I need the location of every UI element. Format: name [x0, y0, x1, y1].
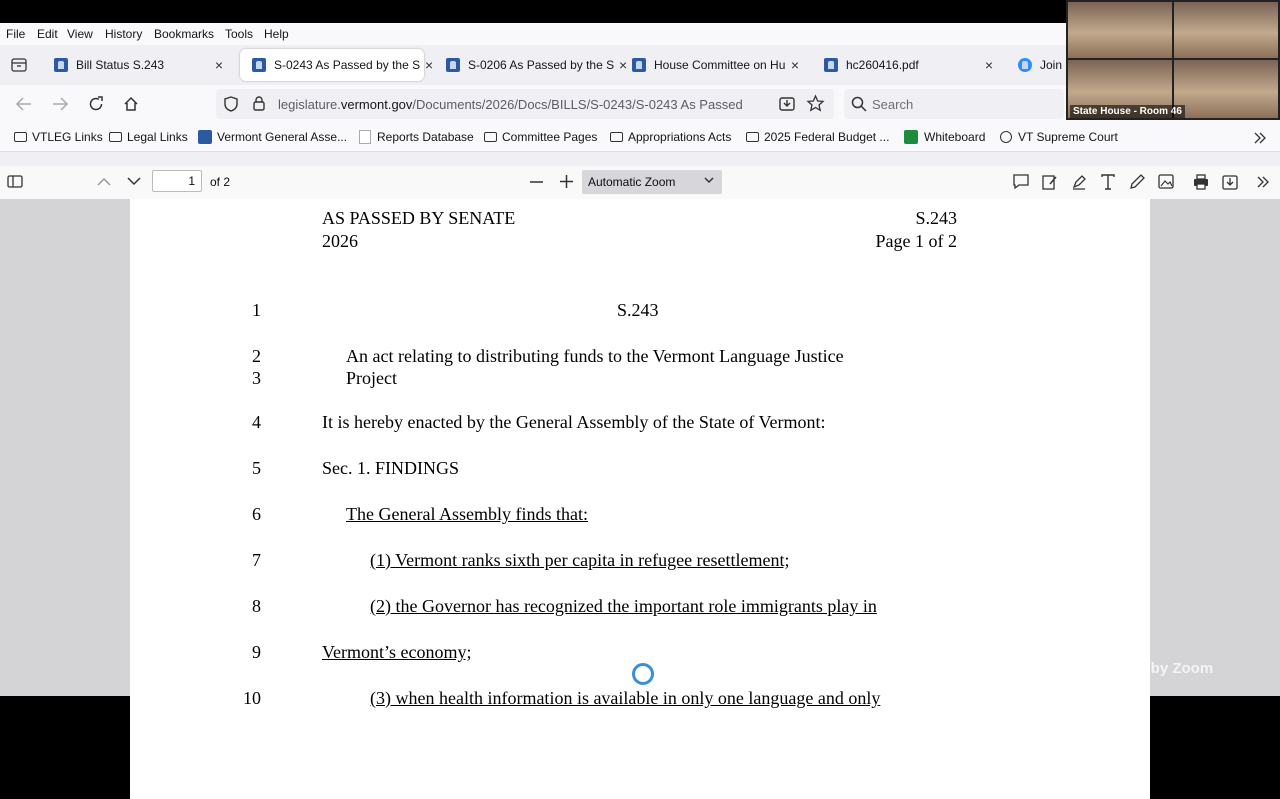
url-prefix: legislature.: [278, 97, 341, 112]
bookmark-label: Legal Links: [127, 130, 188, 144]
bookmark-label: Vermont General Asse...: [217, 130, 348, 144]
pdf-page: [130, 199, 1150, 799]
loading-spinner-icon: [632, 663, 654, 685]
menu-file[interactable]: File: [6, 27, 26, 41]
sidebar-toggle-icon[interactable]: [7, 175, 23, 188]
reload-icon[interactable]: [88, 96, 104, 112]
legislature-favicon-icon: [252, 58, 266, 72]
legislature-favicon-icon: [632, 58, 646, 72]
header-left-year: 2026: [322, 231, 358, 251]
close-tab-icon[interactable]: ×: [619, 57, 628, 73]
bookmark-whiteboard[interactable]: [904, 130, 985, 144]
save-page-icon[interactable]: [779, 96, 795, 112]
bookmarks-toolbar: [0, 125, 1280, 152]
zoom-select[interactable]: [582, 170, 722, 194]
tab-title: hc260416.pdf: [846, 58, 919, 72]
comment-icon[interactable]: [1013, 174, 1029, 189]
tab-title: S-0206 As Passed by the S: [468, 58, 615, 72]
tools-menu-icon[interactable]: [1257, 176, 1269, 188]
tab-manager-icon[interactable]: [11, 58, 27, 72]
tab-title: Bill Status S.243: [76, 58, 165, 72]
document-line: Sec. 1. FINDINGS: [322, 458, 459, 478]
folder-icon: [746, 132, 759, 142]
bookmark-committee-pages[interactable]: [484, 130, 597, 144]
close-tab-icon[interactable]: ×: [425, 57, 434, 73]
tab-hc260416-pdf[interactable]: [812, 49, 1004, 81]
line-number: 8: [252, 596, 261, 616]
line-number: 1: [252, 300, 261, 320]
folder-icon: [610, 132, 623, 142]
tab-bill-status[interactable]: [42, 49, 234, 81]
video-feed: [1174, 60, 1278, 118]
document-line: The General Assembly finds that:: [346, 504, 588, 524]
whiteboard-favicon-icon: [904, 130, 918, 144]
download-icon[interactable]: [1222, 174, 1238, 190]
menu-edit[interactable]: Edit: [37, 27, 58, 41]
tab-title: S-0243 As Passed by the S: [274, 58, 421, 72]
bookmark-label: Whiteboard: [924, 130, 986, 144]
menu-tools[interactable]: Tools: [225, 27, 254, 41]
line-number: 2: [252, 346, 261, 366]
back-arrow-icon[interactable]: [16, 97, 32, 111]
globe-icon: [1000, 131, 1012, 143]
powered-by-zoom-watermark: Powered by Zoom: [1084, 660, 1214, 677]
line-number: 5: [252, 458, 261, 478]
bookmark-2025-federal-budget[interactable]: [746, 130, 889, 144]
bookmark-label: VTLEG Links: [32, 130, 103, 144]
folder-icon: [109, 132, 122, 142]
line-number: 6: [252, 504, 261, 524]
document-line: An act relating to distributing funds to the Vermont Language Justice: [346, 346, 844, 366]
print-icon[interactable]: [1193, 174, 1209, 190]
close-tab-icon[interactable]: ×: [984, 57, 994, 73]
menu-help[interactable]: Help: [264, 27, 289, 41]
url-domain: vermont.gov: [340, 97, 413, 112]
pdf-viewer[interactable]: [0, 199, 1280, 708]
draw-icon[interactable]: [1129, 174, 1145, 190]
zoom-out-icon[interactable]: [530, 181, 543, 183]
more-bookmarks-chevron-icon[interactable]: [1254, 132, 1266, 144]
document-line: (1) Vermont ranks sixth per capita in refugee resettlement;: [370, 550, 790, 570]
chevron-down-icon: [704, 176, 714, 184]
line-number: 3: [252, 368, 261, 388]
sign-icon[interactable]: [1042, 174, 1058, 190]
bookmark-reports-database[interactable]: [359, 130, 474, 144]
tab-house-committee[interactable]: [620, 49, 810, 81]
page-number-input[interactable]: 1: [152, 170, 202, 192]
address-bar[interactable]: [216, 89, 834, 119]
tab-zoom-join[interactable]: [1006, 49, 1066, 81]
text-tool-icon[interactable]: [1100, 174, 1116, 190]
browser-window: [0, 23, 1280, 708]
bookmark-vt-supreme-court[interactable]: [1000, 130, 1118, 144]
legislature-favicon-icon: [824, 58, 838, 72]
home-icon[interactable]: [123, 96, 139, 112]
url-text[interactable]: [278, 97, 768, 112]
search-icon: [851, 96, 867, 112]
tab-title: Join: [1040, 58, 1063, 72]
menu-view[interactable]: View: [67, 27, 93, 41]
close-tab-icon[interactable]: ×: [790, 57, 800, 73]
highlight-icon[interactable]: [1071, 174, 1087, 190]
document-line: Vermont’s economy;: [322, 642, 472, 662]
tab-s0206[interactable]: [434, 49, 628, 81]
zoom-in-icon[interactable]: [560, 175, 573, 188]
bookmark-star-icon[interactable]: [807, 95, 824, 112]
tab-title: House Committee on Hu: [654, 58, 786, 72]
page-count: of 2: [210, 175, 231, 189]
tab-s0243[interactable]: [240, 49, 434, 81]
search-placeholder: Search: [872, 97, 914, 112]
line-number: 7: [252, 550, 261, 570]
document-line: Project: [346, 368, 397, 388]
legislature-favicon-icon: [198, 130, 212, 144]
bookmark-legal-links[interactable]: [109, 130, 188, 144]
folder-icon: [14, 132, 27, 142]
document-line: (2) the Governor has recognized the important role immigrants play in: [370, 596, 877, 616]
pdf-toolbar: [0, 166, 1280, 200]
search-box[interactable]: [844, 89, 1064, 119]
zoom-favicon-icon: [1018, 58, 1032, 72]
line-number: 9: [252, 642, 261, 662]
bookmark-vermont-general-assembly[interactable]: [198, 130, 347, 144]
lock-icon[interactable]: [253, 96, 265, 111]
forward-arrow-icon[interactable]: [52, 97, 68, 111]
line-number: 4: [252, 412, 261, 432]
bookmark-appropriations-acts[interactable]: [610, 130, 731, 144]
document-line: (3) when health information is available in only one language and only: [370, 688, 881, 708]
next-page-icon[interactable]: [127, 177, 141, 186]
legislature-favicon-icon: [446, 58, 460, 72]
menu-bookmarks[interactable]: Bookmarks: [154, 27, 215, 41]
bookmark-label: 2025 Federal Budget ...: [764, 130, 890, 144]
zoom-video-thumbnail[interactable]: [1066, 0, 1280, 120]
shield-icon[interactable]: [224, 96, 238, 112]
bookmark-label: Reports Database: [377, 130, 474, 144]
document-line: It is hereby enacted by the General Assembly of the State of Vermont:: [322, 412, 826, 432]
video-feed: [1174, 2, 1278, 58]
url-path: /Documents/2026/Docs/BILLS/S-0243/S-0243 As Passed: [412, 97, 743, 112]
header-right-page: Page 1 of 2: [875, 231, 957, 251]
room-label: State House - Room 46: [1070, 105, 1185, 118]
image-icon[interactable]: [1158, 174, 1174, 189]
bookmark-label: Committee Pages: [502, 130, 598, 144]
close-tab-icon[interactable]: ×: [214, 57, 224, 73]
video-feed: [1068, 2, 1172, 58]
previous-page-icon[interactable]: [97, 177, 111, 186]
bookmark-vtleg-links[interactable]: [14, 130, 103, 144]
zoom-value: Automatic Zoom: [588, 175, 676, 189]
legislature-favicon-icon: [54, 58, 68, 72]
folder-icon: [484, 132, 497, 142]
menu-history[interactable]: History: [105, 27, 143, 41]
bookmark-label: Appropriations Acts: [628, 130, 732, 144]
header-left-title: AS PASSED BY SENATE: [322, 208, 516, 228]
document-icon: [359, 130, 371, 144]
bookmark-label: VT Supreme Court: [1018, 130, 1118, 144]
document-line: S.243: [617, 300, 659, 320]
line-number: 10: [243, 688, 261, 708]
header-right-bill: S.243: [915, 208, 957, 228]
